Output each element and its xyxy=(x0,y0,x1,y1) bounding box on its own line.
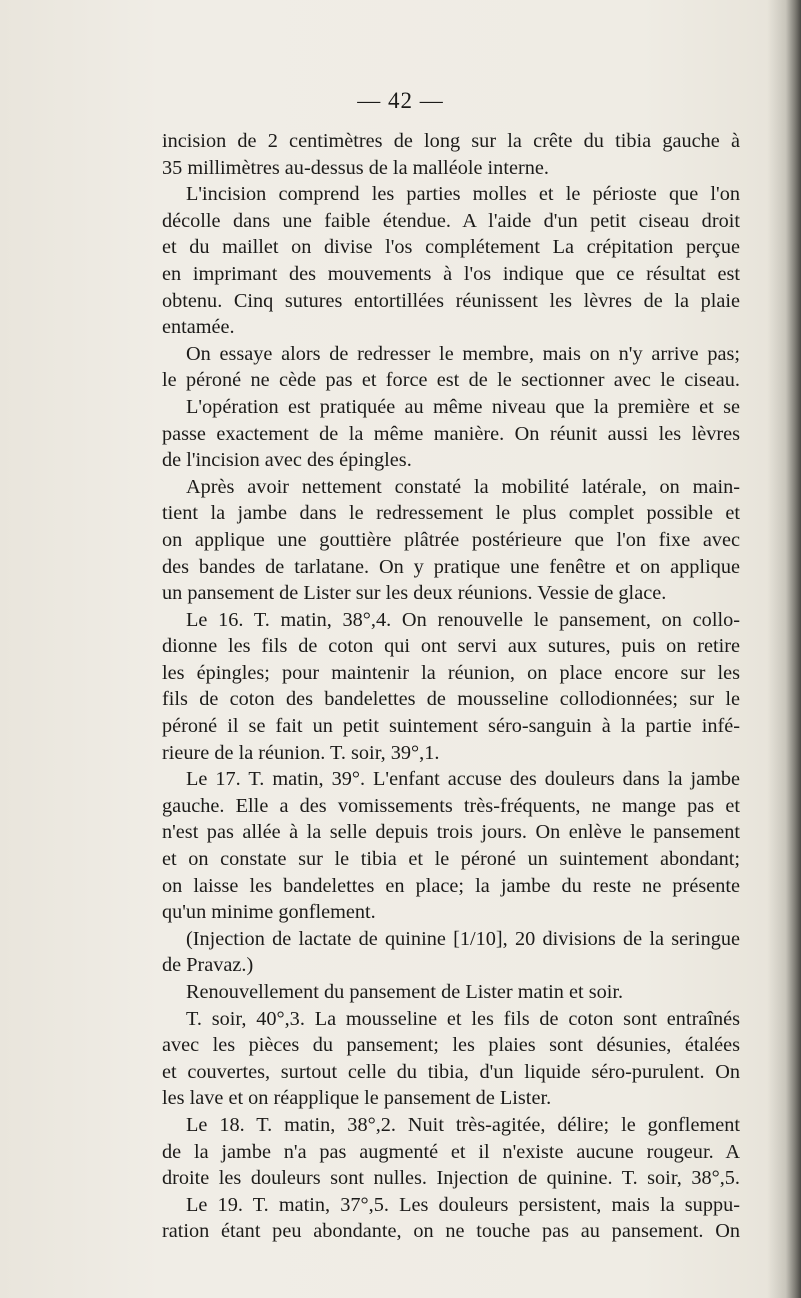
text-line: et du maillet on divise l'os complétement La crépitation perçue xyxy=(162,236,740,259)
text-line: qu'un minime gonflement. xyxy=(162,901,376,924)
text-line: Le 18. T. matin, 38°,2. Nuit très-agitée, délire; le gonflement xyxy=(186,1113,740,1136)
text-line: de Pravaz.) xyxy=(162,954,254,977)
text-line: on laisse les bandelettes en place; la jambe du reste ne présente xyxy=(162,874,740,897)
text-line: on applique une gouttière plâtrée postérieure que l'on fixe avec xyxy=(162,528,740,551)
text-line: de l'incision avec des épingles. xyxy=(162,449,412,472)
text-line: n'est pas allée à la selle depuis trois jours. On enlève le pansement xyxy=(162,821,740,844)
text-line: dionne les fils de coton qui ont servi aux sutures, puis on retire xyxy=(162,635,740,658)
text-line: passe exactement de la même manière. On réunit aussi les lèvres xyxy=(162,422,740,445)
text-line: avec les pièces du pansement; les plaies sont désunies, étalées xyxy=(162,1034,740,1057)
text-line: obtenu. Cinq sutures entortillées réunissent les lèvres de la plaie xyxy=(162,289,740,312)
text-line: ration étant peu abondante, on ne touche pas au pansement. On xyxy=(162,1220,740,1243)
text-line: rieure de la réunion. T. soir, 39°,1. xyxy=(162,741,440,764)
text-line: décolle dans une faible étendue. A l'aide d'un petit ciseau droit xyxy=(162,209,740,232)
text-line: en imprimant des mouvements à l'os indique que ce résultat est xyxy=(162,262,740,285)
text-line: le péroné ne cède pas et force est de le sectionner avec le ciseau. xyxy=(162,369,740,392)
text-line: Le 19. T. matin, 37°,5. Les douleurs persistent, mais la suppu- xyxy=(186,1193,740,1216)
text-line: tient la jambe dans le redressement le plus complet possible et xyxy=(162,502,740,525)
text-line: L'incision comprend les parties molles et le périoste que l'on xyxy=(186,183,740,206)
text-line: péroné il se fait un petit suintement séro-sanguin à la partie infé- xyxy=(162,715,740,738)
text-line: les épingles; pour maintenir la réunion, on place encore sur les xyxy=(162,661,740,684)
text-line: (Injection de lactate de quinine [1/10], 20 divisions de la seringue xyxy=(186,927,740,950)
page-edge-shadow xyxy=(767,0,801,1298)
text-line: Renouvellement du pansement de Lister matin et soir. xyxy=(186,981,624,1003)
text-line: et couvertes, surtout celle du tibia, d'un liquide séro-purulent. On xyxy=(162,1060,740,1083)
text-line: T. soir, 40°,3. La mousseline et les fils de coton sont entraînés xyxy=(186,1007,740,1030)
text-line: fils de coton des bandelettes de mousseline collodionnées; sur le xyxy=(162,688,740,711)
body-text xyxy=(162,128,740,1245)
text-line: 35 millimètres au-dessus de la malléole interne. xyxy=(162,156,549,179)
text-line: On essaye alors de redresser le membre, mais on n'y arrive pas; xyxy=(186,342,740,365)
text-line: incision de 2 centimètres de long sur la crête du tibia gauche à xyxy=(162,130,740,152)
text-line: L'opération est pratiquée au même niveau que la première et se xyxy=(186,395,740,418)
text-line: Après avoir nettement constaté la mobilité latérale, on main- xyxy=(186,475,740,498)
text-line: droite les douleurs sont nulles. Injection de quinine. T. soir, 38°,5. xyxy=(162,1167,740,1190)
text-line: Le 17. T. matin, 39°. L'enfant accuse des douleurs dans la jambe xyxy=(186,768,740,791)
text-line: gauche. Elle a des vomissements très-fréquents, ne mange pas et xyxy=(162,794,740,817)
text-line: les lave et on réapplique le pansement de Lister. xyxy=(162,1087,552,1110)
text-line: et on constate sur le tibia et le péroné un suintement abondant; xyxy=(162,848,740,871)
text-line: de la jambe n'a pas augmenté et il n'existe aucune rougeur. A xyxy=(162,1140,740,1163)
text-line: des bandes de tarlatane. On y pratique une fenêtre et on applique xyxy=(162,555,740,578)
text-line: un pansement de Lister sur les deux réunions. Vessie de glace. xyxy=(162,582,667,605)
text-line: Le 16. T. matin, 38°,4. On renouvelle le pansement, on collo- xyxy=(186,608,740,631)
text-line: entamée. xyxy=(162,316,235,339)
page-number: — 42 — xyxy=(357,88,444,113)
